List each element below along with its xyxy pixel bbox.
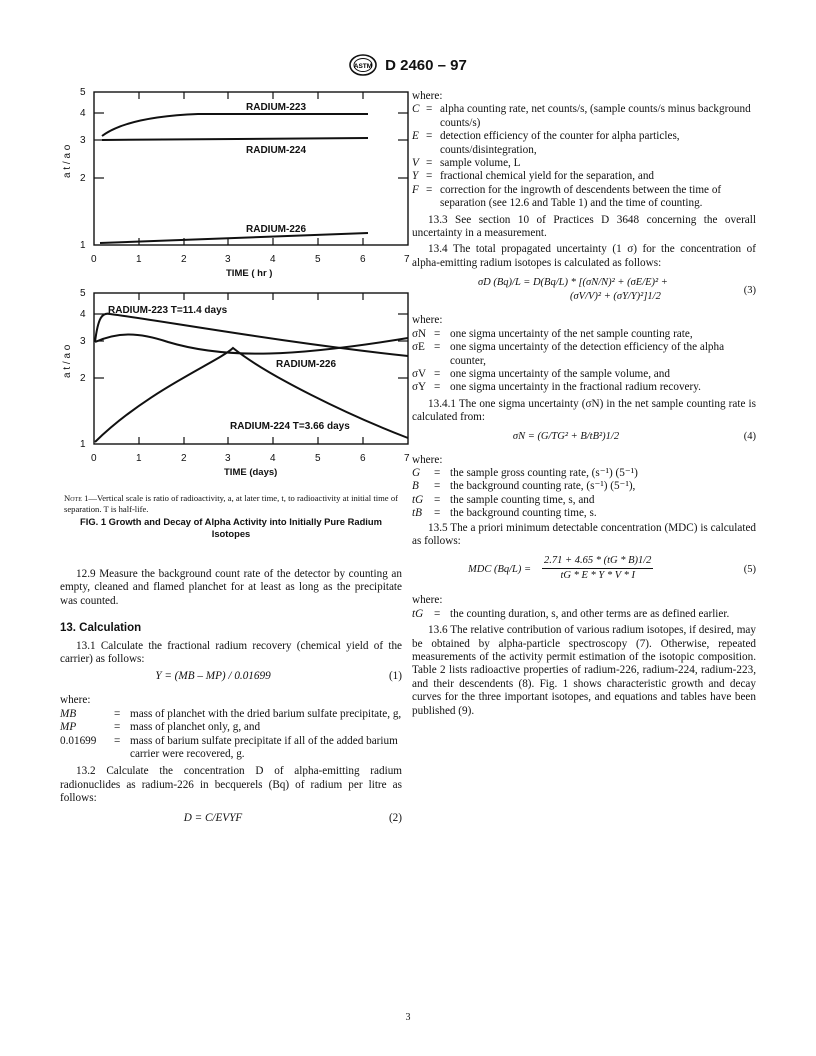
xtick: 6 (360, 254, 366, 265)
def-symbol: C (412, 103, 420, 116)
equation-5 (412, 554, 756, 586)
equation-4-body: σN = (G/TG² + B/tB²)1/2 (512, 430, 620, 442)
def-eq: = (426, 183, 433, 196)
def-text: mass of barium sulfate precipitate if all of the added barium carrier were recovered, g. (130, 734, 398, 761)
equation-2 (60, 812, 402, 828)
def-text: the background counting time, s. (450, 507, 597, 520)
x-axis-label-top: TIME ( hr ) (226, 268, 273, 279)
def-symbol: σY (412, 381, 427, 394)
equation-3 (412, 276, 756, 306)
para-13-2: 13.2 Calculate the concentration D of alpha-emitting radium radionuclides as radium-226 in becquerels (Bq) of radium per litre as follows: (60, 765, 402, 805)
def-symbol: F (412, 183, 419, 196)
label-radium-226-top: RADIUM-226 (246, 224, 307, 235)
def-eq: = (434, 367, 441, 380)
xtick: 0 (91, 453, 97, 464)
ytick: 2 (80, 373, 86, 384)
label-radium-223-top: RADIUM-223 (246, 102, 307, 113)
def-eq: = (434, 327, 441, 340)
xtick: 5 (315, 453, 321, 464)
figure-note (64, 493, 398, 515)
def-eq: = (426, 103, 433, 116)
def-eq: = (434, 607, 441, 620)
xtick: 2 (181, 254, 187, 265)
def-list-left (60, 708, 402, 762)
def-eq: = (434, 466, 441, 479)
plot-bottom (62, 288, 410, 478)
equation-5-number: (5) (743, 564, 756, 576)
def-list-right-3 (412, 467, 756, 521)
document-designation: D 2460 – 97 (385, 56, 467, 74)
para-13-5: 13.5 The a priori minimum detectable concentration (MDC) is calculated as follows: (412, 521, 756, 547)
curve-radium-226-top (100, 233, 368, 243)
equation-3-number: (3) (743, 285, 756, 297)
def-text: the sample gross counting rate, (s⁻¹) (5⁻¹) (450, 466, 638, 479)
page-header (0, 54, 816, 76)
equation-5-fraction (542, 554, 653, 582)
xtick: 7 (404, 254, 410, 265)
def-text: the counting duration, s, and other terms are as defined earlier. (450, 607, 730, 620)
label-radium-224-top: RADIUM-224 (246, 145, 307, 156)
plot-top (62, 87, 410, 279)
xtick: 5 (315, 254, 321, 265)
xtick: 7 (404, 453, 410, 464)
ytick: 4 (80, 108, 86, 119)
where-label: where: (412, 314, 443, 327)
equation-2-body: D = C/EVYF (183, 811, 243, 824)
curve-radium-223-top (102, 114, 368, 136)
ytick: 5 (80, 288, 86, 299)
def-text: alpha counting rate, net counts/s, (sample counts/s minus background counts/s) (440, 103, 751, 129)
curve-radium-224-top (102, 138, 368, 140)
def-symbol: tB (412, 507, 422, 520)
def-text: mass of planchet only, g, and (130, 721, 261, 734)
def-symbol: V (412, 157, 419, 170)
def-symbol: tG (412, 493, 424, 506)
def-text: one sigma uncertainty of the net sample counting rate, (450, 327, 693, 340)
ytick: 4 (80, 309, 86, 320)
def-eq: = (114, 721, 121, 734)
def-symbol: σV (412, 367, 427, 380)
figure-1 (58, 80, 418, 492)
x-axis-label-bottom: TIME (days) (224, 467, 278, 478)
def-symbol: σE (412, 341, 425, 354)
equation-2-number: (2) (388, 811, 402, 824)
def-text: one sigma uncertainty in the fractional radium recovery. (450, 381, 701, 394)
def-eq: = (426, 130, 433, 143)
def-text: the background counting rate, (s⁻¹) (5⁻¹), (450, 480, 636, 493)
def-text: detection efficiency of the counter for alpha particles, counts/disintegration, (440, 130, 680, 156)
xtick: 2 (181, 453, 187, 464)
def-symbol: E (412, 130, 419, 143)
where-label: where: (60, 694, 91, 707)
def-symbol: σN (412, 327, 427, 340)
equation-1-body: Y = (MB – MP) / 0.01699 (155, 670, 271, 683)
section-13-heading: 13. Calculation (60, 622, 142, 635)
xtick: 6 (360, 453, 366, 464)
ytick: 5 (80, 87, 86, 98)
equation-5-numerator: 2.71 + 4.65 * (tG * B)1/2 (542, 554, 653, 568)
def-text: mass of planchet with the dried barium sulfate precipitate, g, (130, 707, 402, 720)
para-13-1: 13.1 Calculate the fractional radium recovery (chemical yield of the carrier) as follows: (60, 639, 402, 666)
def-eq: = (426, 170, 433, 183)
para-13-6: 13.6 The relative contribution of various radium isotopes, if desired, may be obtained by alpha-particle spectroscopy (7). Otherwise, repeated measurements of the activity permit estimation of the isotopic composition. Table 2 lists radioactive properties of radium-226, radium-224, radium-223, and their descendents (8). Fig. 1 shows characteristic growth and decay curves for the three important isotopes, and equations and tables have been published (9). (412, 624, 756, 717)
def-eq: = (434, 480, 441, 493)
ytick: 3 (80, 336, 86, 347)
def-text: the sample counting time, s, and (450, 493, 595, 506)
figure-caption: FIG. 1 Growth and Decay of Alpha Activity into Initially Pure Radium Isotopes (80, 516, 382, 539)
equation-1 (60, 670, 402, 686)
ytick: 2 (80, 173, 86, 184)
where-label: where: (412, 453, 443, 466)
para-13-4-1: 13.4.1 The one sigma uncertainty (σN) in the net sample counting rate is calculated from: (412, 397, 756, 424)
def-eq: = (434, 381, 441, 394)
xtick: 0 (91, 254, 97, 265)
def-eq: = (426, 157, 433, 170)
xtick: 3 (225, 254, 231, 265)
para-13-4: 13.4 The total propagated uncertainty (1 σ) for the concentration of alpha-emitting radium isotopes is calculated as follows: (412, 243, 756, 269)
astm-logo-icon (349, 54, 377, 76)
def-symbol: Y (412, 170, 419, 183)
label-radium-223-bottom: RADIUM-223 T=11.4 days (108, 305, 228, 316)
equation-4-number: (4) (743, 430, 756, 442)
label-radium-224-bottom: RADIUM-224 T=3.66 days (230, 421, 350, 432)
def-text: correction for the ingrowth of descendents between the time of separation (see 12.6 and Table 1) and the time of counting. (440, 183, 722, 210)
xtick: 1 (136, 453, 142, 464)
right-column (412, 90, 756, 718)
para-13-3: 13.3 See section 10 of Practices D 3648 concerning the overall uncertainty in a measurement. (412, 213, 756, 240)
xtick: 4 (270, 254, 276, 265)
y-axis-label-bottom: a t / a o (62, 344, 73, 378)
where-label: where: (412, 90, 443, 102)
def-symbol: MB (60, 707, 77, 720)
xtick: 1 (136, 254, 142, 265)
def-symbol: MP (60, 721, 77, 734)
ytick: 1 (80, 439, 86, 450)
def-text: sample volume, L (440, 157, 521, 170)
def-eq: = (434, 341, 441, 354)
label-radium-226-bottom: RADIUM-226 (276, 359, 337, 370)
equation-5-denominator: tG * E * Y * V * I (560, 569, 635, 581)
note-label: Note 1 (64, 493, 89, 503)
equation-3-line-1: σD (Bq)/L = D(Bq/L) * [(σN/N)² + (σE/E)² + (478, 277, 668, 289)
y-axis-label-top: a t / a o (62, 144, 73, 178)
xtick: 3 (225, 453, 231, 464)
para-12-9: 12.9 Measure the background count rate of the detector by counting an empty, cleaned and flamed planchet for at least as long as the precipitate was counted. (60, 568, 402, 607)
def-symbol: tG (412, 607, 424, 620)
def-symbol: B (412, 480, 419, 493)
def-text: one sigma uncertainty of the sample volume, and (450, 367, 670, 380)
ytick: 3 (80, 135, 86, 146)
equation-1-number: (1) (388, 670, 402, 683)
where-label: where: (412, 594, 443, 607)
def-text: fractional chemical yield for the separation, and (440, 170, 655, 183)
ytick: 1 (80, 240, 86, 251)
def-list-right-1 (412, 103, 756, 210)
def-text: one sigma uncertainty of the detection efficiency of the alpha counter, (450, 341, 725, 367)
xtick: 4 (270, 453, 276, 464)
equation-3-line-2: (σV/V)² + (σY/Y)²]1/2 (570, 291, 661, 303)
left-column (60, 568, 402, 828)
def-list-right-2 (412, 328, 756, 395)
def-eq: = (434, 493, 441, 506)
def-eq: = (114, 707, 121, 720)
def-eq: = (434, 507, 441, 520)
equation-4 (412, 430, 756, 446)
svg-text:ASTM: ASTM (353, 63, 373, 70)
note-text: —Vertical scale is ratio of radioactivity, a, at later time, t, to radioactivity at initial time of separation. T is half-life. (64, 493, 398, 514)
def-eq: = (114, 734, 121, 747)
equation-5-lhs: MDC (Bq/L) = (468, 564, 532, 576)
page-number: 3 (405, 1012, 411, 1023)
def-symbol: G (412, 466, 421, 479)
def-symbol: 0.01699 (60, 734, 97, 747)
def-list-right-4 (412, 608, 756, 621)
